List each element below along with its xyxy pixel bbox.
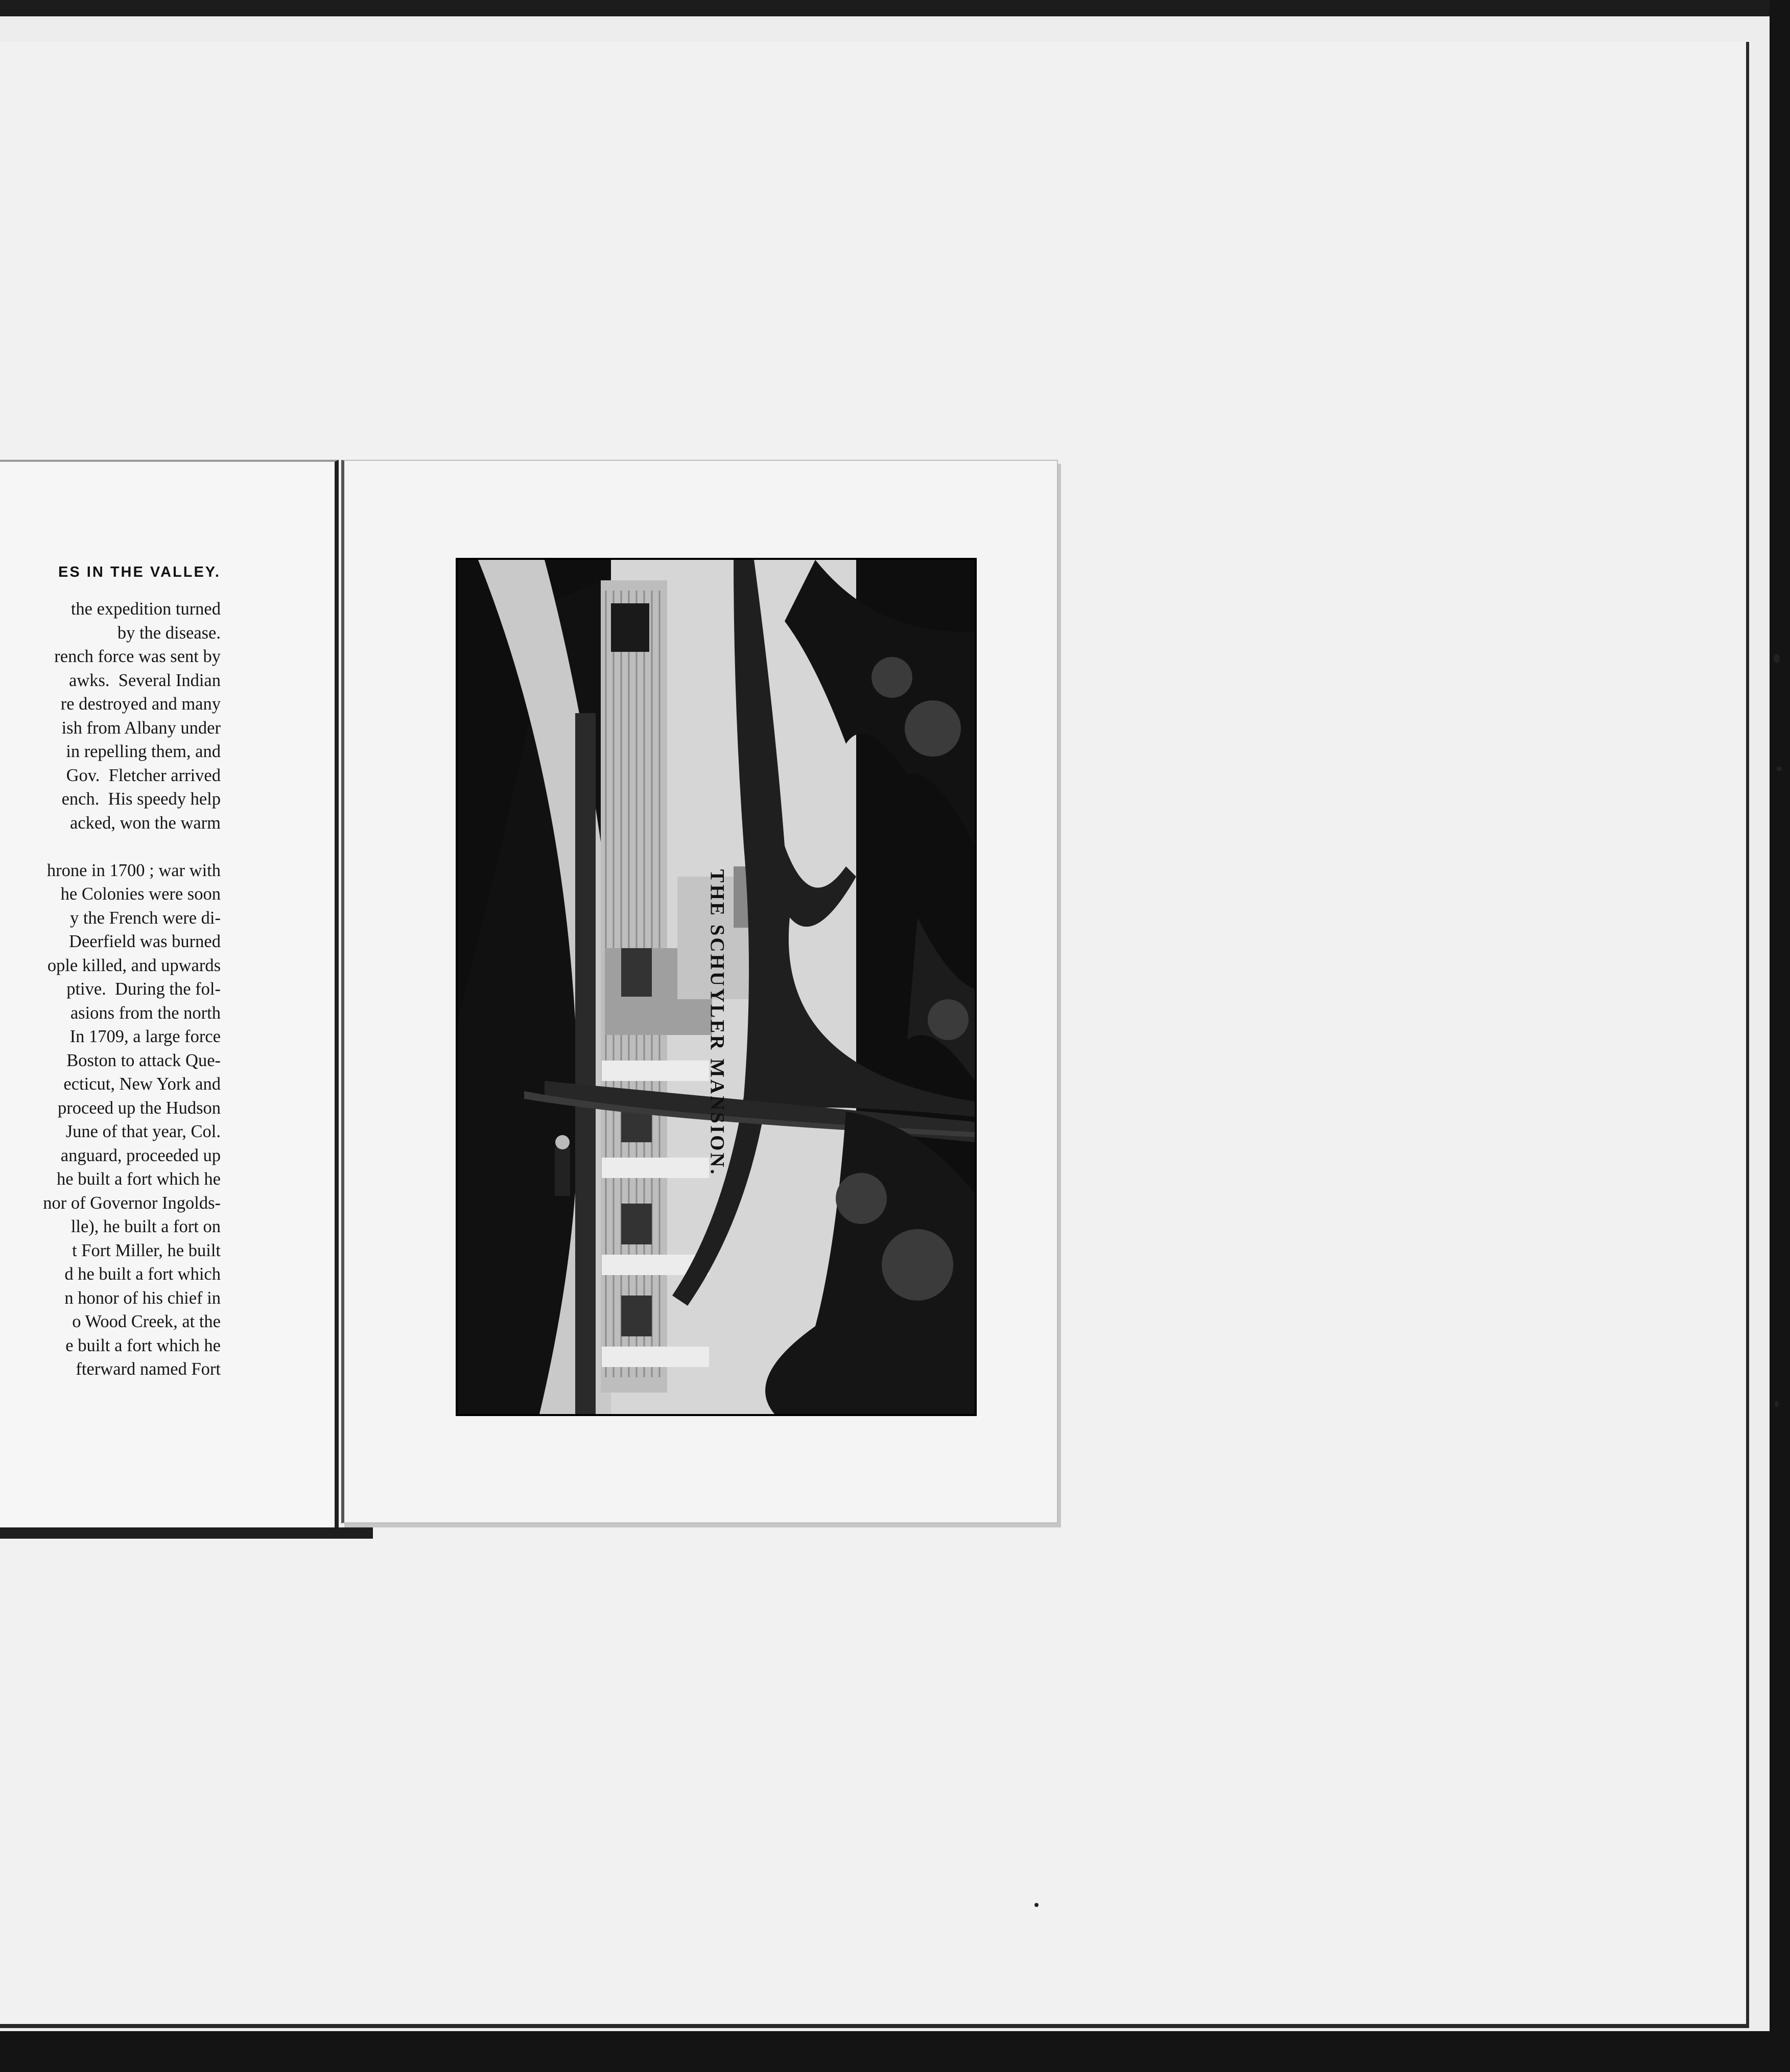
text-line: ench. His speedy help bbox=[61, 789, 221, 809]
text-line: lle), he built a fort on bbox=[70, 1217, 221, 1236]
right-book-page bbox=[341, 460, 1058, 1523]
text-line: Deerfield was burned bbox=[69, 932, 221, 951]
text-line: d he built a fort which bbox=[64, 1264, 221, 1284]
scan-speck bbox=[1774, 654, 1780, 663]
text-line: o Wood Creek, at the bbox=[72, 1312, 221, 1331]
text-line: fterward named Fort bbox=[76, 1359, 221, 1379]
photo-caption: THE SCHUYLER MANSION. bbox=[706, 869, 728, 1176]
text-line: n honor of his chief in bbox=[64, 1288, 221, 1308]
text-line: anguard, proceeded up bbox=[60, 1145, 221, 1165]
text-line: y the French were di- bbox=[69, 908, 221, 928]
scan-top-edge bbox=[0, 0, 1790, 16]
text-line: June of that year, Col. bbox=[65, 1122, 221, 1141]
text-line: acked, won the warm bbox=[69, 813, 221, 833]
text-line: he Colonies were soon bbox=[60, 884, 221, 904]
text-line bbox=[0, 835, 221, 859]
body-text bbox=[0, 597, 221, 1381]
left-book-page bbox=[0, 460, 339, 1528]
book-spine-shadow bbox=[0, 1527, 373, 1539]
scan-bottom-edge bbox=[0, 2031, 1790, 2072]
text-line: asions from the north bbox=[70, 1003, 221, 1023]
scan-speck bbox=[1775, 1401, 1779, 1407]
running-header: ES IN THE VALLEY. bbox=[58, 564, 221, 580]
text-line: t Fort Miller, he built bbox=[72, 1240, 221, 1260]
scan-speck bbox=[1777, 766, 1782, 771]
text-line: nor of Governor Ingolds- bbox=[43, 1193, 221, 1213]
text-line: ish from Albany under bbox=[61, 718, 221, 738]
scan-right-edge bbox=[1770, 0, 1790, 2072]
text-line: rench force was sent by bbox=[54, 647, 221, 666]
text-line: Gov. Fletcher arrived bbox=[66, 765, 221, 785]
text-line: re destroyed and many bbox=[60, 694, 221, 714]
text-line: hrone in 1700 ; war with bbox=[46, 860, 221, 880]
text-line: in repelling them, and bbox=[66, 742, 221, 761]
text-line: Boston to attack Que- bbox=[66, 1050, 221, 1070]
text-line: ptive. During the fol- bbox=[66, 979, 221, 999]
text-line: In 1709, a large force bbox=[69, 1027, 221, 1046]
text-line: ople killed, and upwards bbox=[47, 955, 221, 975]
text-line: by the disease. bbox=[117, 623, 221, 643]
text-line: awks. Several Indian bbox=[69, 670, 221, 690]
text-line: ecticut, New York and bbox=[63, 1074, 221, 1094]
text-line: proceed up the Hudson bbox=[57, 1098, 221, 1118]
text-line: the expedition turned bbox=[70, 599, 221, 619]
text-line: e built a fort which he bbox=[65, 1335, 221, 1355]
text-line: he built a fort which he bbox=[57, 1169, 221, 1189]
scan-speck bbox=[1034, 1903, 1039, 1907]
